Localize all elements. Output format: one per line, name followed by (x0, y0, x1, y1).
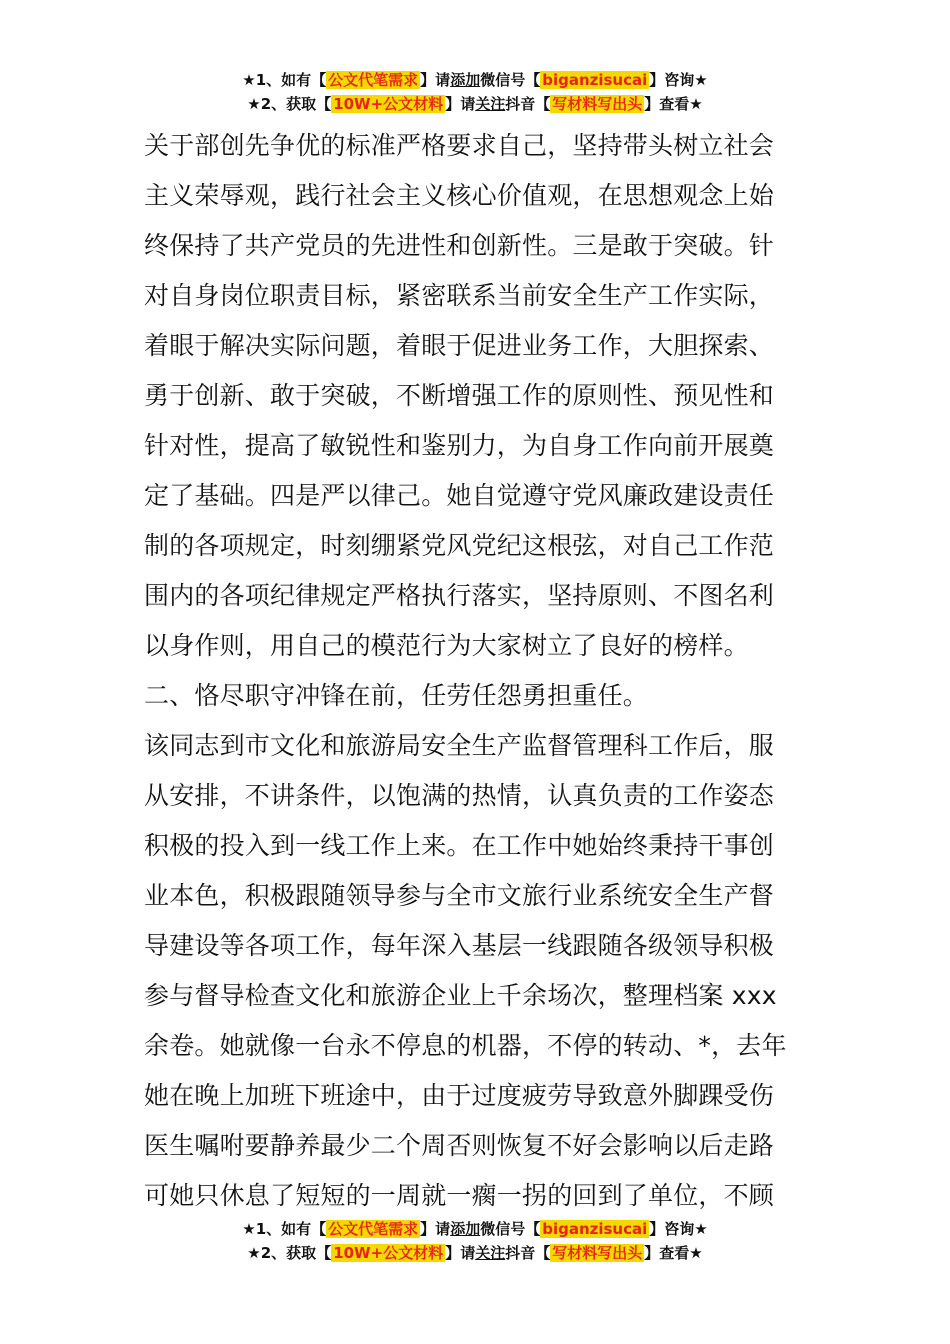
footer-banner (0, 1217, 950, 1265)
footer-line-1 (0, 1217, 950, 1241)
header-banner (0, 68, 950, 116)
body-line: 对自身岗位职责目标，紧密联系当前安全生产工作实际， (144, 281, 775, 310)
header-text: 】咨询★ (649, 71, 708, 89)
body-line: 积极的投入到一线工作上来。在工作中她始终秉持干事创 (144, 831, 775, 860)
highlight-douyin: 写材料写出头 (552, 95, 643, 113)
footer-text: ★2、获取【 (247, 1244, 332, 1262)
body-line: 以身作则，用自己的模范行为大家树立了良好的榜样。 (144, 631, 749, 660)
header-text: 微信号【 (480, 71, 541, 89)
body-line: 参与督导检查文化和旅游企业上千余场次，整理档案 xxx (144, 981, 777, 1010)
body-line: 余卷。她就像一台永不停息的机器，不停的转动、*，去年 (144, 1031, 787, 1060)
header-line-1 (0, 68, 950, 92)
header-text: ★2、获取【 (247, 95, 332, 113)
highlight-materials: 10W+公文材料 (333, 95, 444, 113)
highlight-materials: 10W+公文材料 (333, 1244, 444, 1262)
body-line: 关于部创先争优的标准严格要求自己，坚持带头树立社会 (144, 131, 775, 160)
header-line-2 (0, 92, 950, 116)
header-text: 】查看★ (644, 95, 703, 113)
body-line: 终保持了共产党员的先进性和创新性。三是敢于突破。针 (144, 231, 775, 260)
footer-text: 】请 (420, 1220, 451, 1238)
highlight-wechat-id: biganzisucai (542, 1220, 648, 1238)
body-line: 医生嘱咐要静养最少二个周否则恢复不好会影响以后走路 (144, 1131, 775, 1160)
header-text: ★1、如有【 (242, 71, 327, 89)
body-line: 她在晚上加班下班途中，由于过度疲劳导致意外脚踝受伤 (144, 1081, 775, 1110)
document-body (144, 121, 824, 1221)
body-line: 业本色，积极跟随领导参与全市文旅行业系统安全生产督 (144, 881, 775, 910)
footer-text: ★1、如有【 (242, 1220, 327, 1238)
underlined-add: 添加 (450, 71, 481, 89)
header-text: 】请 (445, 95, 476, 113)
body-line: 可她只休息了短短的一周就一瘸一拐的回到了单位，不顾 (144, 1181, 775, 1210)
footer-line-2 (0, 1241, 950, 1265)
section-heading: 二、恪尽职守冲锋在前，任劳任怨勇担重任。 (144, 681, 649, 710)
body-line: 定了基础。四是严以律己。她自觉遵守党风廉政建设责任 (144, 481, 775, 510)
body-line: 从安排，不讲条件，以饱满的热情，认真负责的工作姿态 (144, 781, 775, 810)
body-line: 围内的各项纪律规定严格执行落实，坚持原则、不图名利 (144, 581, 775, 610)
body-line: 勇于创新、敢于突破，不断增强工作的原则性、预见性和 (144, 381, 775, 410)
body-line: 导建设等各项工作，每年深入基层一线跟随各级领导积极 (144, 931, 775, 960)
header-text: 抖音【 (505, 95, 551, 113)
footer-text: 微信号【 (480, 1220, 541, 1238)
footer-text: 抖音【 (505, 1244, 551, 1262)
body-line: 制的各项规定，时刻绷紧党风党纪这根弦，对自己工作范 (144, 531, 775, 560)
body-line: 主义荣辱观，践行社会主义核心价值观，在思想观念上始 (144, 181, 775, 210)
body-line: 着眼于解决实际问题，着眼于促进业务工作，大胆探索、 (144, 331, 775, 360)
body-line: 该同志到市文化和旅游局安全生产监督管理科工作后，服 (144, 731, 775, 760)
highlight-service: 公文代笔需求 (328, 1220, 419, 1238)
underlined-follow: 关注 (475, 1244, 506, 1262)
footer-text: 】查看★ (644, 1244, 703, 1262)
header-text: 】请 (420, 71, 451, 89)
body-line: 针对性，提高了敏锐性和鉴别力，为自身工作向前开展奠 (144, 431, 775, 460)
footer-text: 】请 (445, 1244, 476, 1262)
underlined-follow: 关注 (475, 95, 506, 113)
footer-text: 】咨询★ (649, 1220, 708, 1238)
highlight-douyin: 写材料写出头 (552, 1244, 643, 1262)
underlined-add: 添加 (450, 1220, 481, 1238)
highlight-wechat-id: biganzisucai (542, 71, 648, 89)
highlight-service: 公文代笔需求 (328, 71, 419, 89)
